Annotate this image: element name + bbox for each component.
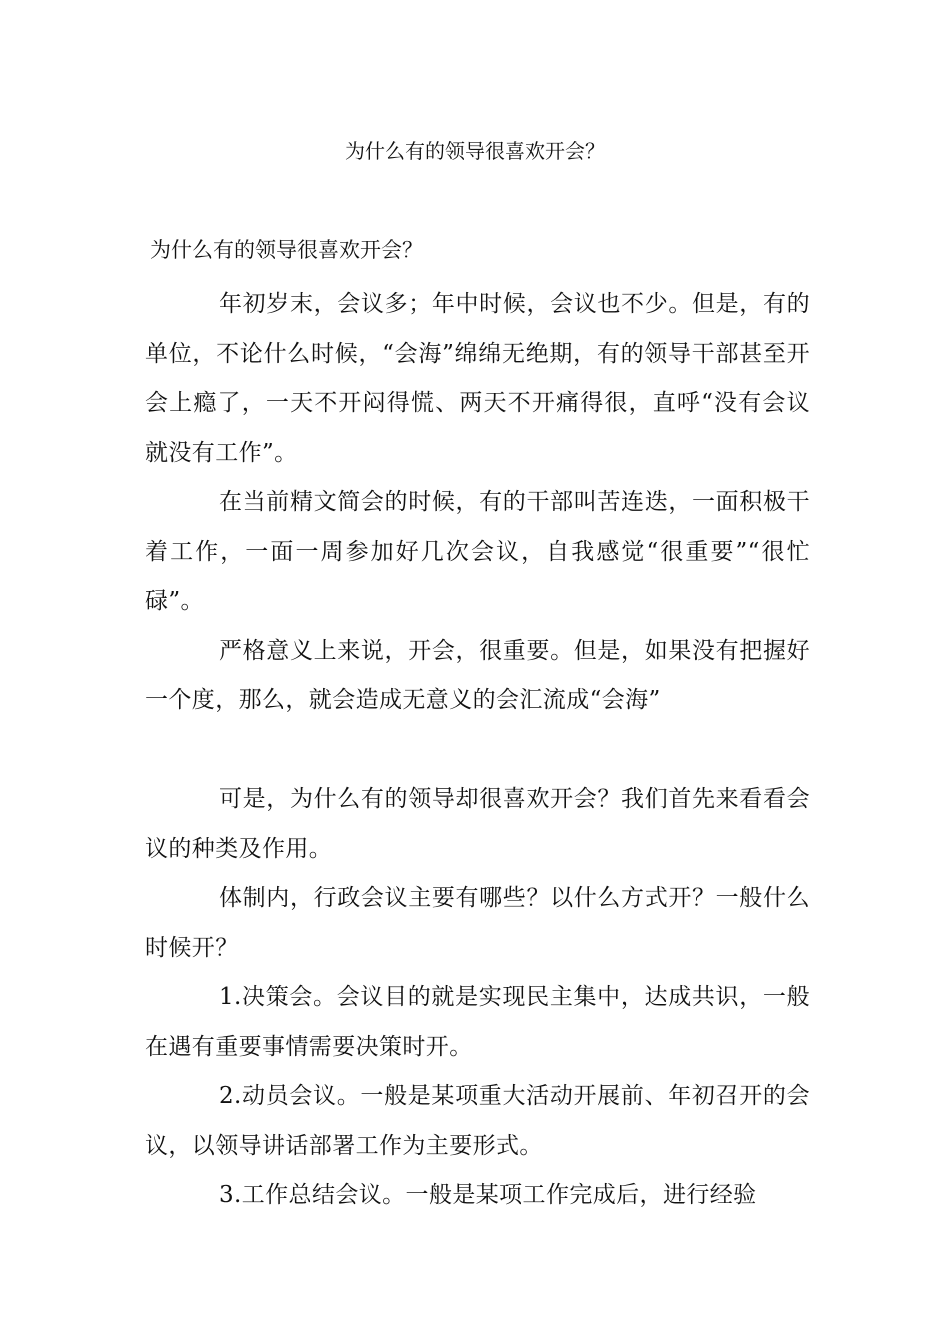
paragraph: 严格意义上来说，开会，很重要。但是，如果没有把握好一个度，那么，就会造成无意义的会汇流成“会海” — [145, 637, 810, 713]
paragraph: 年初岁末，会议多；年中时候，会议也不少。但是，有的单位，不论什么时候，“会海”绵绵无绝期，有的领导干部甚至开会上瘾了，一天不开闷得慌、两天不开痛得很，直呼“没有会议就没有工作”。 — [145, 291, 810, 466]
document-subtitle: 为什么有的领导很喜欢开会？ — [150, 238, 423, 262]
paragraph-gap — [145, 726, 810, 776]
paragraph: 可是，为什么有的领导却很喜欢开会？我们首先来看看会议的种类及作用。 — [145, 786, 810, 862]
paragraph: 在当前精文简会的时候，有的干部叫苦连迭，一面积极干着工作，一面一周参加好几次会议，自我感觉“很重要”“很忙碌”。 — [145, 489, 810, 614]
paragraph: 2.动员会议。一般是某项重大活动开展前、年初召开的会议，以领导讲话部署工作为主要形式。 — [145, 1083, 810, 1159]
paragraph: 体制内，行政会议主要有哪些？以什么方式开？一般什么时候开？ — [145, 885, 810, 961]
document-body — [145, 280, 810, 1221]
document-title: 为什么有的领导很喜欢开会？ — [345, 139, 605, 163]
paragraph: 1.决策会。会议目的就是实现民主集中，达成共识，一般在遇有重要事情需要决策时开。 — [145, 984, 810, 1060]
paragraph: 3.工作总结会议。一般是某项工作完成后，进行经验 — [219, 1182, 757, 1208]
